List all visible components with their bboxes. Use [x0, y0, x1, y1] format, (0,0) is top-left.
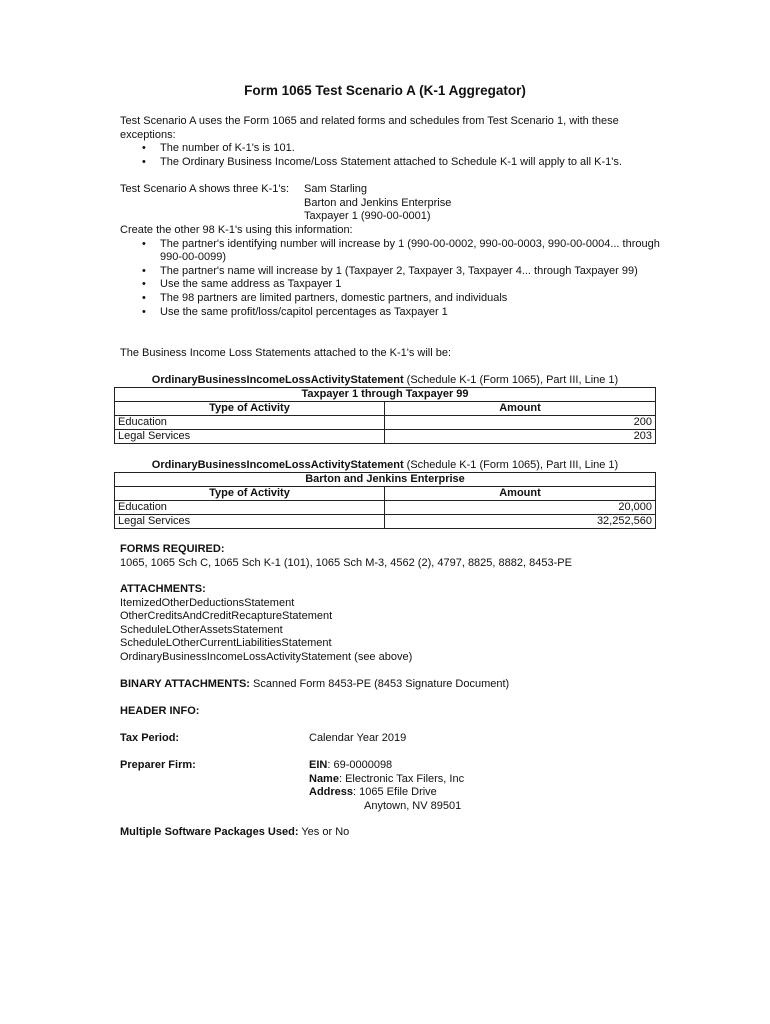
tax-period-label: Tax Period:: [120, 732, 180, 744]
table1-subtitle: Taxpayer 1 through Taxpayer 99: [115, 388, 656, 402]
intro-bullet: • The number of K-1's is 101.: [142, 142, 295, 155]
table-row: [115, 416, 656, 430]
name-label: Name: [309, 772, 339, 785]
create-bullet: • The 98 partners are limited partners, domestic partners, and individuals: [142, 291, 508, 304]
address-label: Address: [309, 786, 354, 799]
table1-col-activity: Type of Activity: [115, 402, 385, 416]
k1-name: Taxpayer 1 (990-00-0001): [304, 210, 431, 223]
table2-subtitle: Barton and Jenkins Enterprise: [115, 473, 656, 487]
bullet-icon: •: [142, 264, 146, 277]
bullet-icon: •: [142, 237, 146, 250]
amount-cell: 32,252,560: [385, 515, 656, 529]
table1: [114, 387, 656, 444]
header-info-heading: HEADER INFO:: [120, 705, 200, 717]
table2-caption: OrdinaryBusinessIncomeLossActivityStatement (Schedule K-1 (Form 1065), Part III, Line 1): [151, 459, 619, 471]
attachments-heading: ATTACHMENTS:: [120, 583, 206, 595]
multiple-software-label: Multiple Software Packages Used:: [120, 826, 299, 838]
ein-line: [309, 759, 392, 773]
table2-col-amount: Amount: [385, 487, 656, 501]
forms-required-text: 1065, 1065 Sch C, 1065 Sch K-1 (101), 1065 Sch M-3, 4562 (2), 4797, 8825, 8882, 8453-PE: [120, 556, 572, 569]
ein-label: EIN: [309, 759, 328, 771]
table1-col-amount: Amount: [385, 402, 656, 416]
amount-cell: 20,000: [385, 501, 656, 515]
table2-col-activity: Type of Activity: [115, 487, 385, 501]
ein-value: : 69-0000098: [327, 759, 393, 771]
intro-text: Test Scenario A uses the Form 1065 and related forms and schedules from Test Scenario 1, with these exceptions:: [120, 115, 619, 141]
attachment-item: ItemizedOtherDeductionsStatement: [120, 596, 295, 609]
k1-shows-section: [120, 183, 660, 223]
table-row: [115, 501, 656, 515]
attachment-item: ScheduleLOtherAssetsStatement: [120, 623, 283, 636]
k1-name: Sam Starling: [304, 183, 367, 195]
address-line1: : 1065 Efile Drive: [353, 786, 437, 799]
attachment-item: OtherCreditsAndCreditRecaptureStatement: [120, 610, 333, 623]
address-line2: Anytown, NV 89501: [364, 799, 462, 812]
attachments-section: [120, 583, 660, 665]
intro-section: [120, 115, 660, 169]
name-value: : Electronic Tax Filers, Inc: [338, 772, 465, 785]
statements-intro: The Business Income Loss Statements attached to the K-1's will be:: [120, 347, 452, 359]
bullet-icon: •: [142, 278, 146, 291]
activity-cell: Legal Services: [115, 430, 385, 444]
activity-cell: Education: [115, 501, 385, 515]
document-title: Form 1065 Test Scenario A (K-1 Aggregator): [244, 83, 526, 98]
activity-cell: Education: [115, 416, 385, 430]
k1-name: Barton and Jenkins Enterprise: [304, 196, 452, 209]
table2: [114, 472, 656, 529]
table-row: [115, 430, 656, 444]
amount-cell: 203: [385, 430, 656, 444]
create-bullet: • The partner's name will increase by 1 (Taxpayer 2, Taxpayer 3, Taxpayer 4... through Taxpayer 99): [142, 264, 638, 277]
forms-required-section: [120, 543, 660, 570]
attachment-item: ScheduleLOtherCurrentLiabilitiesStatement: [120, 637, 332, 650]
address-line: [309, 786, 437, 800]
multiple-software-value: Yes or No: [298, 826, 350, 838]
attachment-item: OrdinaryBusinessIncomeLossActivityStatement (see above): [120, 650, 413, 663]
create-bullet: • The partner's identifying number will increase by 1 (990-00-0002, 990-00-0003, 990-00-0004... through 990-00-0099): [142, 237, 660, 264]
intro-bullet: • The Ordinary Business Income/Loss Statement attached to Schedule K-1 will apply to all K-1's.: [142, 155, 622, 168]
table1-caption: OrdinaryBusinessIncomeLossActivityStatement (Schedule K-1 (Form 1065), Part III, Line 1): [151, 374, 619, 386]
k1-shows-label: Test Scenario A shows three K-1's:: [120, 183, 290, 195]
preparer-firm-label: Preparer Firm:: [120, 759, 196, 771]
bullet-icon: •: [142, 142, 146, 155]
binary-attachments: [120, 678, 660, 692]
binary-heading: BINARY ATTACHMENTS:: [120, 678, 250, 690]
tax-period-value: Calendar Year 2019: [309, 732, 407, 744]
bullet-icon: •: [142, 155, 146, 168]
create-line: Create the other 98 K-1's using this information:: [120, 224, 353, 236]
bullet-icon: •: [142, 305, 146, 318]
amount-cell: 200: [385, 416, 656, 430]
bullet-icon: •: [142, 291, 146, 304]
forms-required-heading: FORMS REQUIRED:: [120, 543, 225, 555]
create-bullet: • Use the same address as Taxpayer 1: [142, 278, 342, 291]
activity-cell: Legal Services: [115, 515, 385, 529]
create-section: [120, 224, 660, 319]
multiple-software: [120, 826, 349, 840]
name-line: [309, 773, 464, 787]
create-bullet: • Use the same profit/loss/capitol percentages as Taxpayer 1: [142, 305, 448, 318]
binary-text: Scanned Form 8453-PE (8453 Signature Document): [249, 678, 510, 690]
table-row: [115, 515, 656, 529]
